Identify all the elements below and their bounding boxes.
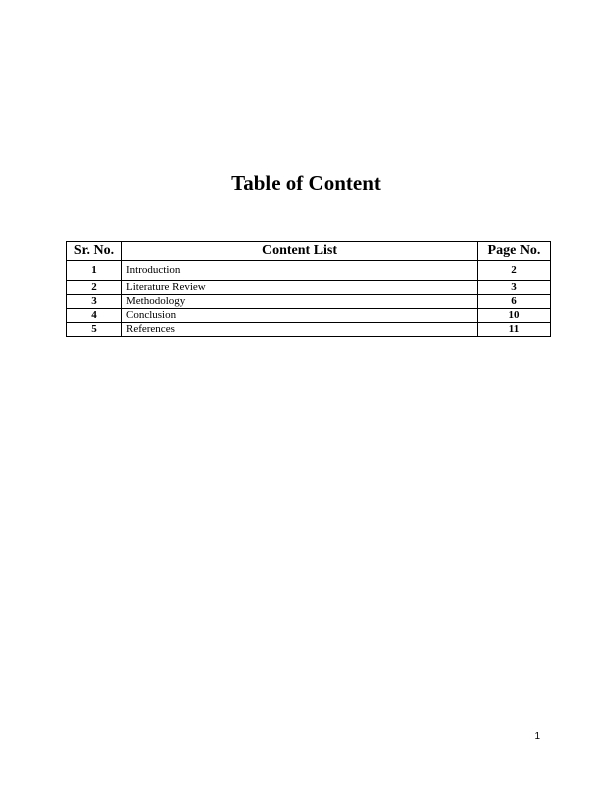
row-content-title: References [122,323,478,337]
row-serial-number: 1 [67,261,122,281]
row-page-number: 6 [478,295,551,309]
header-page-number: Page No. [478,242,551,261]
row-page-number: 11 [478,323,551,337]
row-serial-number: 3 [67,295,122,309]
page-title: Table of Content [231,171,381,195]
table-row [67,309,551,323]
table-row [67,323,551,337]
table-header-row [67,242,551,261]
row-serial-number: 4 [67,309,122,323]
header-serial-number: Sr. No. [67,242,122,261]
row-page-number: 3 [478,281,551,295]
table-row [67,261,551,281]
row-content-title: Introduction [122,261,478,281]
table-of-contents [66,241,551,337]
row-content-title: Methodology [122,295,478,309]
table-row [67,281,551,295]
row-content-title: Conclusion [122,309,478,323]
row-page-number: 10 [478,309,551,323]
row-page-number: 2 [478,261,551,281]
row-serial-number: 5 [67,323,122,337]
table-row [67,295,551,309]
row-content-title: Literature Review [122,281,478,295]
page-number: 1 [534,731,540,742]
row-serial-number: 2 [67,281,122,295]
header-content-list: Content List [122,242,478,261]
